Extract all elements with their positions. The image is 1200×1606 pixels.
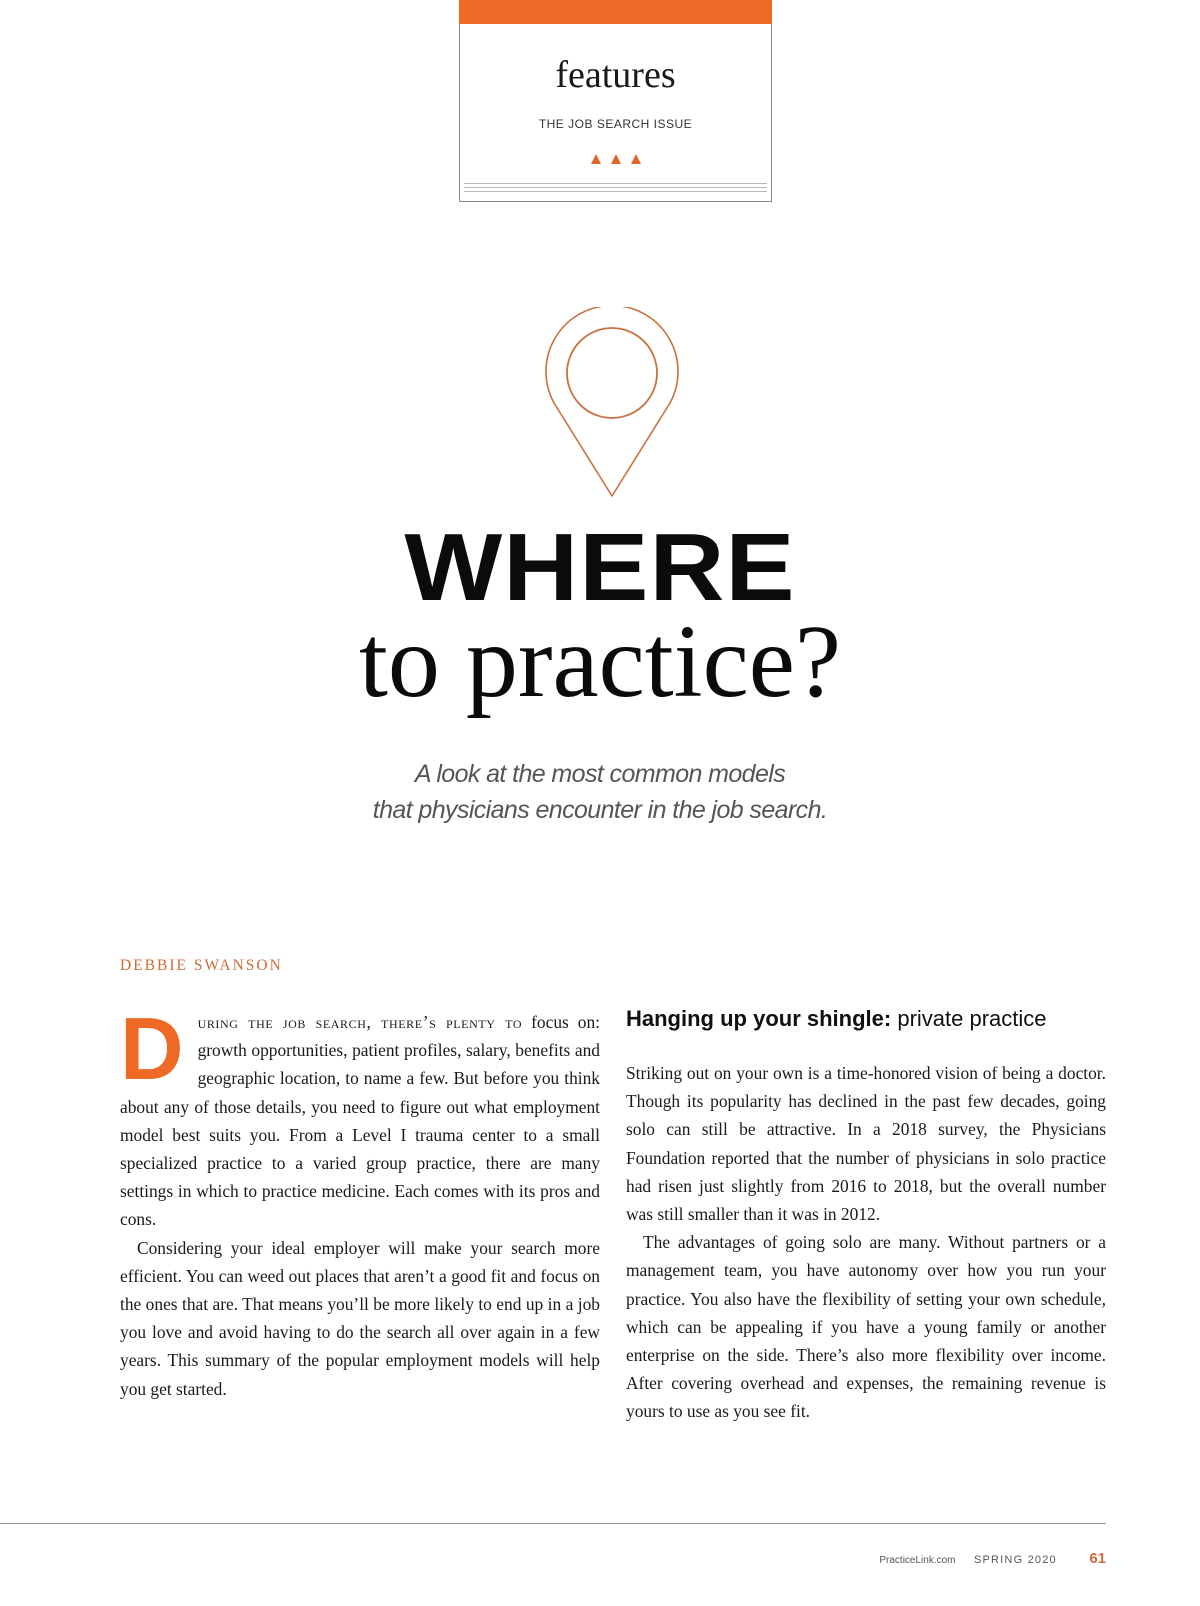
drop-cap: D [120, 999, 184, 1098]
triangle-icon [631, 154, 641, 164]
section-title: features [555, 54, 676, 96]
triangle-icon [591, 154, 601, 164]
footer-site: PracticeLink.com [879, 1555, 956, 1566]
lead-in: uring the job search, there’s plenty to [197, 1012, 523, 1032]
tab-accent-bar [459, 0, 772, 24]
left-column [120, 999, 600, 1403]
location-pin-icon [544, 307, 680, 505]
page-number: 61 [1089, 1550, 1106, 1567]
footer-issue: SPRING 2020 [973, 1554, 1057, 1566]
paragraph: Striking out on your own is a time-honored vision of being a doctor. Though its popularity has declined in the past few decades, going solo can still be attractive. In a 2018 survey, the Physicians Foundation reported that the number of physicians in solo practice had risen just slightly from 2016 to 2018, but the overall number was still smaller than it was in 2012. [626, 1063, 1106, 1225]
subhead-bold: Hanging up your shingle: [626, 1006, 892, 1031]
tab-rules [464, 183, 767, 195]
byline: DEBBIE SWANSON [120, 957, 283, 974]
dek-line-1: A look at the most common models [414, 760, 786, 788]
paragraph-text: focus on: growth opportunities, patient profiles, salary, benefits and geographic location, to name a few. But before you think about any of those details, you need to figure out what employment model best suits you. From a Level I trauma center to a small specialized practice to a varied group practice, there are many settings in which to practice medicine. Each comes with its pros and cons. [120, 1012, 600, 1230]
triangle-ornament [460, 154, 771, 164]
subhead-light: private practice [897, 1006, 1047, 1031]
headline-to-practice: to practice? [358, 604, 842, 719]
subhead [626, 1004, 1106, 1034]
section-tab [459, 0, 772, 202]
right-column [626, 1004, 1106, 1426]
paragraph: The advantages of going solo are many. Without partners or a management team, you have autonomy over how you run your practice. You also have the flexibility of setting your own schedule, which can be appealing if you have a young family or another enterprise on the side. There’s also more flexibility over income. After covering overhead and expenses, the remaining revenue is yours to use as you see fit. [626, 1232, 1106, 1422]
section-subtitle: THE JOB SEARCH ISSUE [538, 117, 693, 131]
paragraph: Considering your ideal employer will make your search more efficient. You can weed out places that aren’t a good fit and focus on the ones that are. That means you’ll be more likely to end up in a job you love and avoid having to do the search all over again in a few years. This summary of the popular employment models will help you get started. [120, 1237, 600, 1399]
headline-where: WHERE [404, 514, 796, 621]
triangle-icon [611, 154, 621, 164]
footer [879, 1550, 1106, 1568]
dek [0, 756, 1200, 828]
footer-rule [0, 1523, 1106, 1524]
paragraph [120, 999, 600, 1234]
dek-line-2: that physicians encounter in the job search. [372, 796, 828, 824]
